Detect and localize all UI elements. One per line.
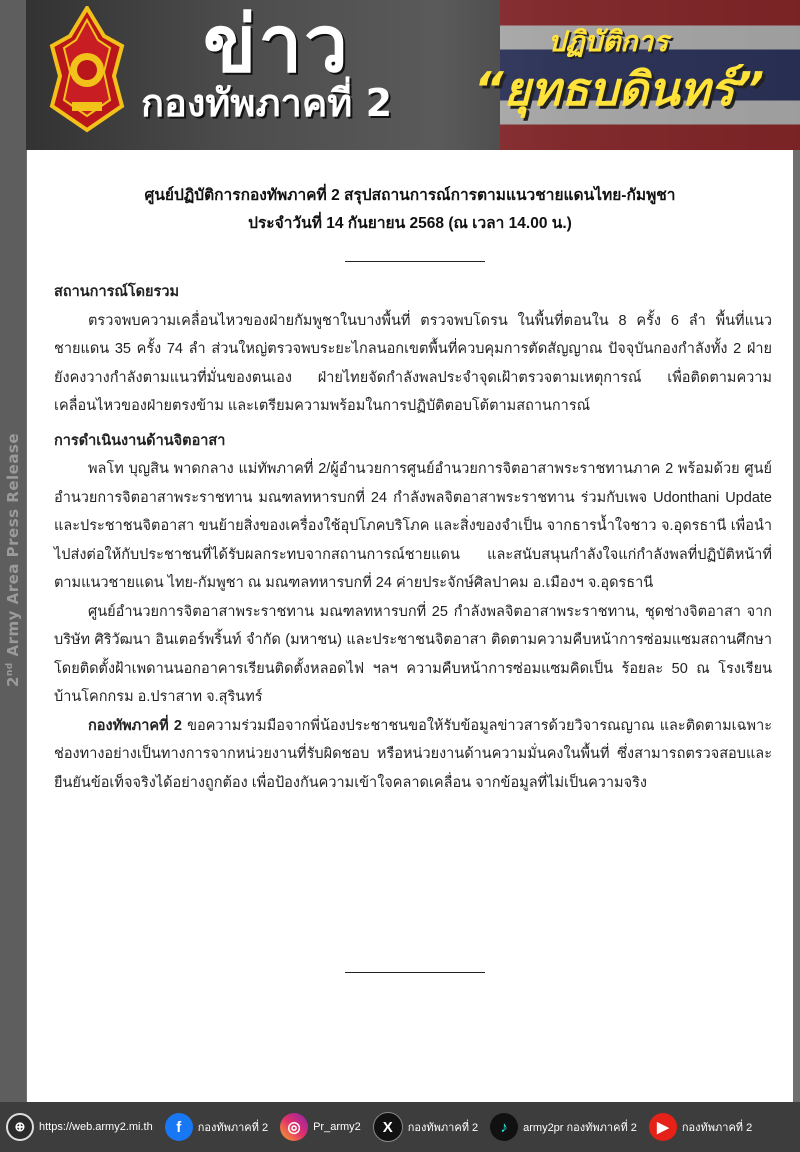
news-title: ข่าว (203, 0, 350, 90)
closing-lead: กองทัพภาคที่ 2 (88, 717, 182, 734)
press-release-document (27, 150, 793, 1102)
footer-contacts (0, 1102, 800, 1152)
instagram-icon: ◎ (280, 1113, 308, 1141)
globe-icon: ⊕ (6, 1113, 34, 1141)
paragraph-volunteer-2: ศูนย์อำนวยการจิตอาสาพระราชทาน มณฑลทหารบกที่ 25 กำลังพลจิตอาสาพระราชทาน, ชุดช่างจิตอาสา จาก บริษัท ศิริวัฒนา อินเตอร์พริ้นท์ จำกัด (มหาชน) และประชาชนจิตอาสา ติดตามความคืบหน้าการซ่อมแซมสถานศึกษา โดยติดตั้งฝ้าเพดานนอกอาคารเรียนติดตั้งหลอดไฟ ฯลฯ ความคืบหน้าการซ่อมแซมคิดเป็น ร้อยละ 50 ณ โรงเรียนบ้านโคกกรม อ.ปราสาท จ.สุรินทร์ (54, 603, 772, 705)
paragraph-overall-situation: ตรวจพบความเคลื่อนไหวของฝ่ายกัมพูชาในบางพื้นที่ ตรวจพบโดรน ในพื้นที่ตอนใน 8 ครั้ง 6 ลำ พื้นที่แนวชายแดน 35 ครั้ง 74 ลำ ส่วนใหญ่ตรวจพบระยะไกลนอกเขตพื้นที่ควบคุมการตัดสัญญาณ ปัจจุบันกองกำลังทั้ง 2 ฝ่าย ยังคงวางกำลังตามแนวที่มั่นของตนเอง ฝ่ายไทยจัดกำลังพลประจำจุดเฝ้าตรวจตามเหตุการณ์ เพื่อติดตามความเคลื่อนไหวของฝ่ายตรงข้าม และเตรียมความพร้อมในการปฏิบัติตอบโต้ตามสถานการณ์ (54, 312, 772, 414)
website-url: https://web.army2.mi.th (39, 1121, 153, 1133)
header-banner (0, 0, 800, 150)
document-heading (27, 182, 793, 238)
tiktok-handle: army2pr กองทัพภาคที่ 2 (523, 1122, 637, 1134)
facebook-link[interactable] (165, 1113, 268, 1141)
document-body (54, 278, 772, 797)
heading-line-2: ประจำวันที่ 14 กันยายน 2568 (ณ เวลา 14.00 น.) (248, 215, 572, 232)
youtube-link[interactable] (649, 1113, 752, 1141)
x-handle: กองทัพภาคที่ 2 (407, 1122, 479, 1134)
section-title-overall-situation: สถานการณ์โดยรวม (54, 284, 180, 300)
tiktok-link[interactable] (490, 1113, 637, 1141)
divider-bottom (345, 972, 485, 973)
youtube-handle: กองทัพภาคที่ 2 (681, 1122, 753, 1134)
x-icon: X (373, 1112, 403, 1142)
army-area-title: กองทัพภาคที่ 2 (141, 81, 393, 125)
side-band-text: 2nd Army Area Press Release (4, 432, 22, 688)
facebook-handle: กองทัพภาคที่ 2 (197, 1122, 269, 1134)
operation-name: “ยุทธบดินทร์” (474, 62, 765, 116)
instagram-link[interactable] (280, 1113, 361, 1141)
section-title-volunteer-work: การดำเนินงานด้านจิตอาสา (54, 432, 226, 449)
paragraph-closing (54, 712, 772, 798)
instagram-handle: Pr_army2 (313, 1121, 361, 1133)
x-link[interactable] (373, 1112, 478, 1142)
side-band (0, 0, 26, 1102)
paragraph-volunteer-1: พลโท บุญสิน พาดกลาง แม่ทัพภาคที่ 2/ผู้อำนวยการศูนย์อำนวยการจิตอาสาพระราชทานภาค 2 พร้อมด้วย ศูนย์อำนวยการจิตอาสาพระราชทาน มณฑลทหารบกที่ 24 กำลังพลจิตอาสาพระราชทาน ร่วมกับเพจ Udonthani Update และประชาชนจิตอาสา ขนย้ายสิ่งของเครื่องใช้อุปโภคบริโภค และสิ่งของจำเป็น จากธารน้ำใจชาว จ.อุดรธานี เพื่อนำไปส่งต่อให้กับประชาชนที่ได้รับผลกระทบจากสถานการณ์ชายแดน และสนับสนุนกำลังใจแก่กำลังพลที่ปฏิบัติหน้าที่ตามแนวชายแดน ไทย-กัมพูชา ณ มณฑลทหารบกที่ 24 ค่ายประจักษ์ศิลปาคม อ.เมืองฯ จ.อุดรธานี (54, 461, 772, 591)
operation-label: ปฏิบัติการ (548, 25, 669, 58)
army-area-2-emblem-icon (44, 6, 130, 134)
youtube-icon: ▶ (649, 1113, 677, 1141)
tiktok-icon: ♪ (490, 1113, 518, 1141)
closing-text: ขอความร่วมมือจากพี่น้องประชาชนขอให้รับข้อมูลข่าวสารด้วยวิจารณญาณ และติดตามเฉพาะช่องทางอย่างเป็นทางการจากหน่วยงานที่รับผิดชอบ หรือหน่วยงานด้านความมั่นคงในพื้นที่ ซึ่งสามารถตรวจสอบและยืนยันข้อเท็จจริงได้อย่างถูกต้อง เพื่อป้องกันความเข้าใจคลาดเคลื่อน จากข้อมูลที่ไม่เป็นความจริง (54, 717, 772, 791)
facebook-icon: f (165, 1113, 193, 1141)
website-link[interactable] (6, 1113, 153, 1141)
heading-line-1: ศูนย์ปฏิบัติการกองทัพภาคที่ 2 สรุปสถานการณ์การตามแนวชายแดนไทย-กัมพูชา (144, 187, 676, 204)
divider-top (345, 261, 485, 262)
